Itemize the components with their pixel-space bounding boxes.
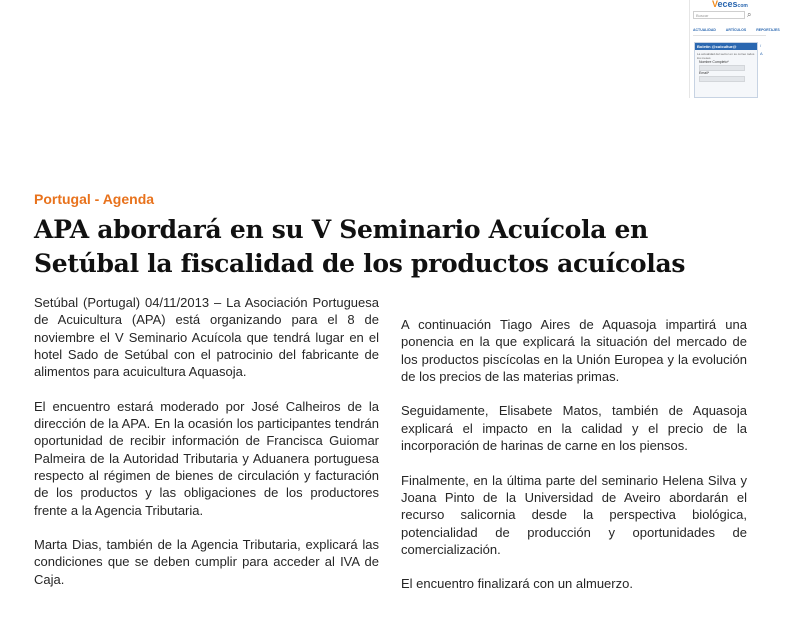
paragraph: Seguidamente, Elisabete Matos, también de Aquasoja explicará el impacto en la calidad y el precio de la incorporación de harinas de carne en los piensos. — [401, 403, 747, 454]
email-field-label: Email* — [699, 71, 710, 75]
paragraph: A continuación Tiago Aires de Aquasoja impartirá una ponencia en la que explicará la situación del mercado de los productos piscícolas en la Unión Europea y la evolución de los precios de las materias primas. — [401, 317, 747, 384]
article-headline: APA abordará en su V Seminario Acuícola en Setúbal la fiscalidad de los productos acuícolas — [34, 215, 686, 278]
nav-item-articulos[interactable]: ARTÍCULOS — [725, 28, 747, 32]
newsletter-title: Boletín @cuicultur@ — [695, 43, 757, 50]
newsletter-text: La actualidad del sector en su correo todos los meses — [697, 52, 755, 60]
site-nav — [693, 27, 780, 33]
site-logo: Vecescom — [712, 0, 748, 9]
nav-item-actualidad[interactable]: ACTUALIDAD — [693, 28, 716, 32]
paragraph: El encuentro estará moderado por José Calheiros de la dirección de la APA. En la ocasión los participantes tendrán oportunidad de recibir información de Francisca Guiomar Palmeira de la Autoridad Tributaria y Aduanera portuguesa respecto al régimen de bienes de circulación y facturación de los productos y las obligaciones de los productores frente a la Agencia Tributaria. — [34, 398, 379, 518]
article-column-left — [34, 294, 379, 588]
name-field-label: Nombre Completo* — [699, 60, 729, 64]
article-column-right — [401, 316, 747, 593]
paragraph: Finalmente, en la última parte del seminario Helena Silva y Joana Pinto de la Universidad de Aveiro abordarán el recurso salicornia desde la perspectiva biológica, potencialidad de producción y oportunidades de comercialización. — [401, 472, 747, 557]
paragraph: Marta Dias, también de la Agencia Tributaria, explicará las condiciones que se deben cumplir para acceder al IVA de Caja. — [34, 537, 379, 587]
email-field[interactable] — [699, 76, 745, 82]
nav-divider — [693, 35, 766, 36]
nav-item-reportajes[interactable]: REPORTAJES — [756, 28, 780, 32]
newsletter-box — [694, 42, 758, 98]
website-thumbnail — [689, 0, 780, 98]
paragraph: El encuentro finalizará con un almuerzo. — [401, 576, 633, 592]
paragraph: Setúbal (Portugal) 04/11/2013 – La Asociación Portuguesa de Acuicultura (APA) está organizando para el 8 de noviembre el V Seminario Acuícola que tendrá lugar en el hotel Sado de Setúbal con el patrocinio del fabricante de alimentos para acuicultura Aquasoja. — [34, 295, 379, 380]
search-input[interactable]: Buscar — [693, 11, 745, 19]
article-category[interactable]: Portugal - Agenda — [34, 191, 155, 207]
thumbnail-right-column: / A — [760, 43, 763, 56]
search-icon[interactable]: ⌕ — [747, 10, 752, 19]
